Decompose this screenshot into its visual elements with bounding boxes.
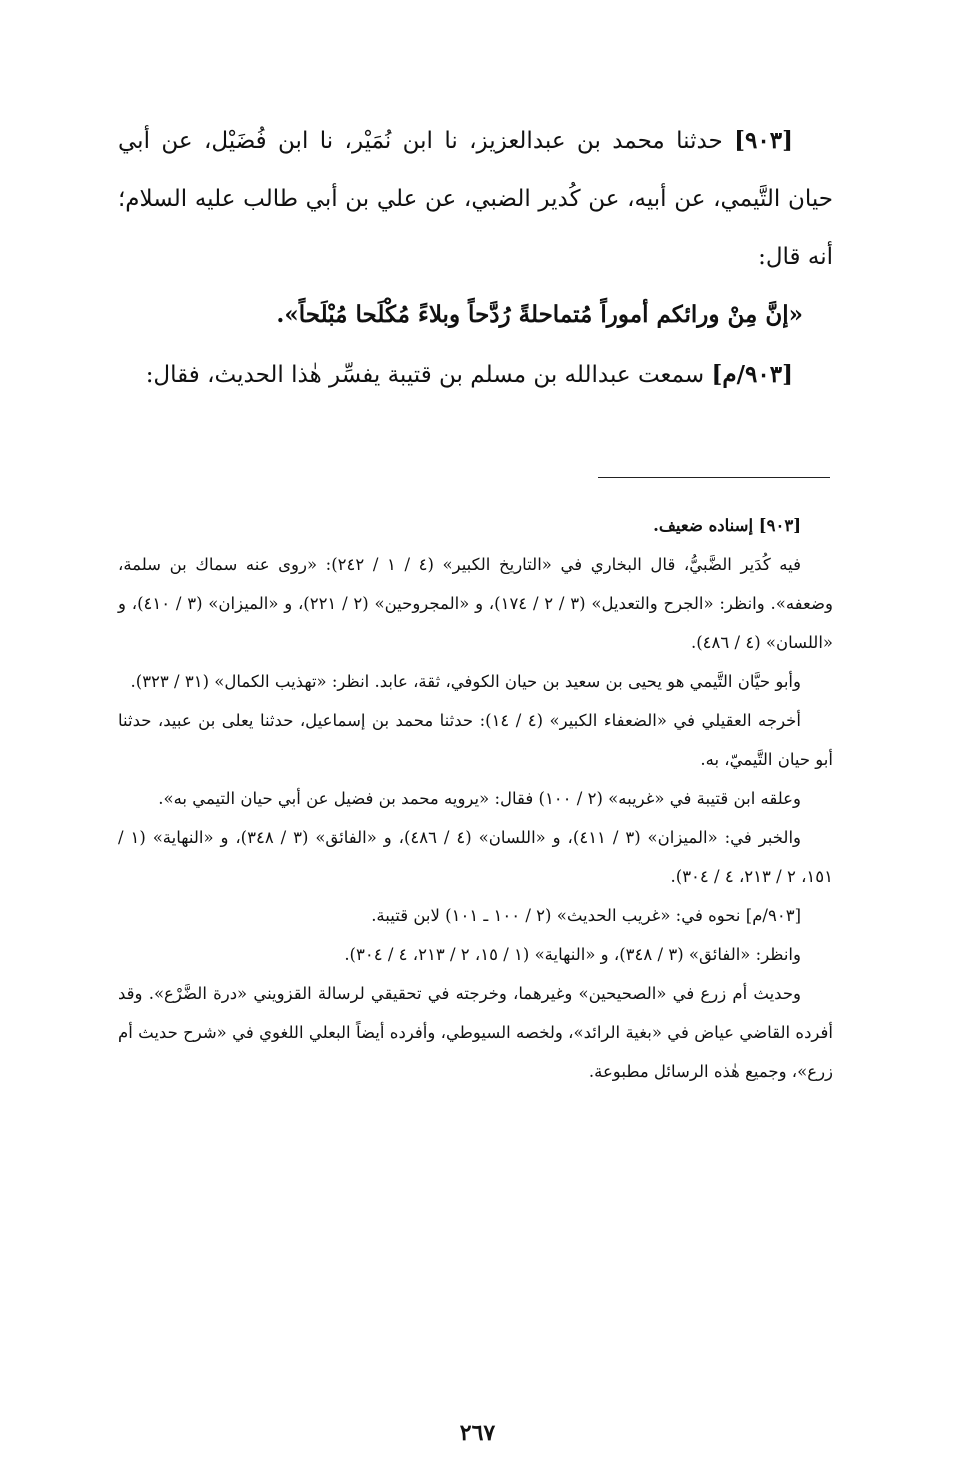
footnote-item: والخبر في: «الميزان» (٣ / ٤١١)، و «اللسان» (٤ / ٤٨٦)، و «الفائق» (٣ / ٣٤٨)، و «النهاية» (١ / ١٥١، ٢ / ٢١٣، ٤ / ٣٠٤). (118, 828, 833, 886)
footnote-item: فيه كُدَير الضَّبيُّ، قال البخاري في «التاريخ الكبير» (٤ / ١ / ٢٤٢): «روى عنه سماك بن سلمة، وضعفه». وانظر: «الجرح والتعديل» (٣ / ٢ / ١٧٤)، و «المجروحين» (٢ / ٢٢١)، و «الميزان» (٣ / ٤١٠)، و «اللسان» (٤ / ٤٨٦). (118, 555, 833, 652)
footnote-item: وحديث أم زرع في «الصحيحين» وغيرهما، وخرجته في تحقيقي لرسالة القزويني «درة الضَّرْع». وقد أفرده القاضي عياض في «بغية الرائد»، ولخصه السيوطي، وأفرده أيضاً البعلي اللغوي في «شرح حديث أم زرع»، وجميع هٰذه الرسائل مطبوعة. (118, 984, 833, 1081)
footnotes (118, 506, 833, 1091)
commentary-text: سمعت عبدالله بن مسلم بن قتيبة يفسِّر هٰذا الحديث، فقال: (145, 362, 712, 388)
commentary-paragraph (118, 346, 833, 404)
main-text (118, 112, 833, 404)
footnote-item: وانظر: «الفائق» (٣ / ٣٤٨)، و «النهاية» (١ / ١٥، ٢ / ٢١٣، ٤ / ٣٠٤). (344, 945, 801, 964)
hadith-number: [٩٠٣] (734, 127, 793, 154)
footnote-heading: [٩٠٣] إسناده ضعيف. (653, 516, 801, 535)
hadith-paragraph (118, 112, 833, 286)
footnote-item: أخرجه العقيلي في «الضعفاء الكبير» (٤ / ١٤): حدثنا محمد بن إسماعيل، حدثنا يعلى بن عبيد، حدثنا أبو حيان التَّيميّ، به. (118, 711, 833, 769)
footnote-item: وأبو حيَّان التَّيمي هو يحيى بن سعيد بن حيان الكوفي، ثقة، عابد. انظر: «تهذيب الكمال» (٣١ / ٣٢٣). (130, 672, 801, 691)
footnote-item: وعلقه ابن قتيبة في «غريبه» (٢ / ١٠٠) فقال: «يرويه محمد بن فضيل عن أبي حيان التيمي به». (158, 789, 801, 808)
page-number: ٢٦٧ (459, 1420, 496, 1446)
footnote-separator (598, 477, 830, 478)
footnote-item: [٩٠٣/م] نحوه في: «غريب الحديث» (٢ / ١٠٠ ـ ١٠١) لابن قتيبة. (371, 906, 801, 925)
hadith-quote: «إنَّ مِنْ ورائكم أموراً مُتماحلةً رُدَّحاً وبلاءً مُكْلَحا مُبْلَحاً». (276, 301, 803, 328)
commentary-number: [٩٠٣/م] (711, 361, 793, 388)
hadith-text: حدثنا محمد بن عبدالعزيز، نا ابن نُمَيْر، نا ابن فُضَيْل، عن أبي حيان التَّيمي، عن أبيه، عن كُدير الضبي، عن علي بن أبي طالب عليه السلام؛ أنه قال: (118, 128, 833, 270)
